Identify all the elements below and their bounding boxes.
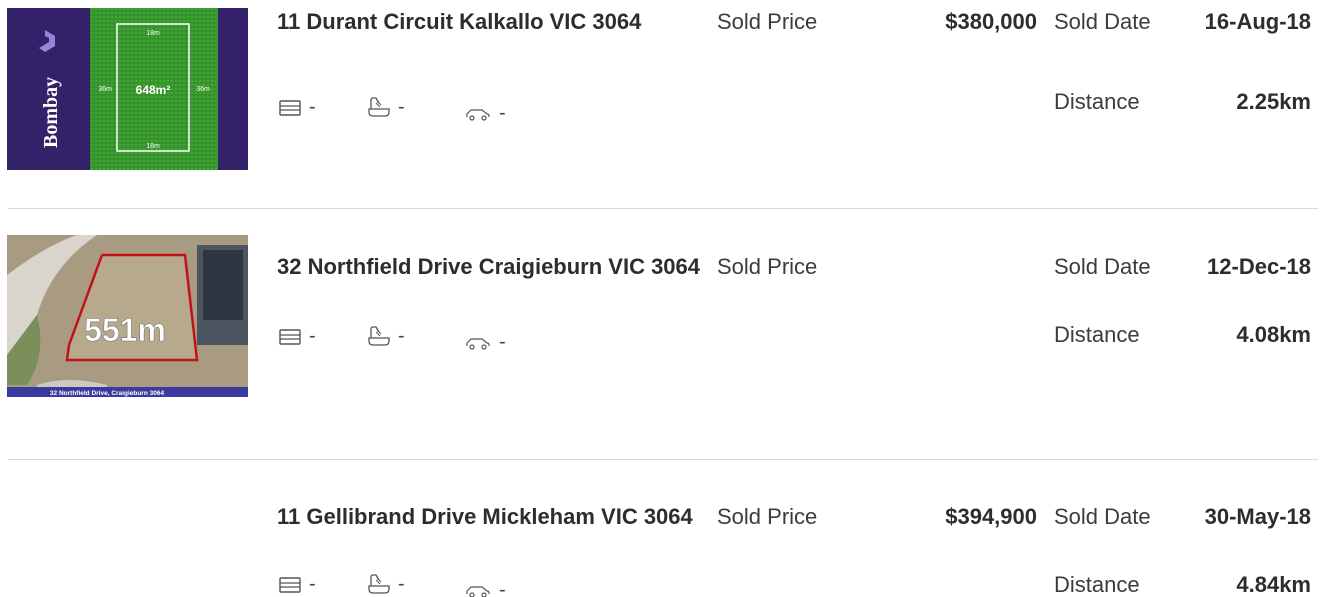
sold-date-value: 16-Aug-18 [1204, 9, 1311, 34]
property-address[interactable]: 32 Northfield Drive Craigieburn VIC 3064 [277, 254, 701, 279]
distance-label: Distance [1054, 322, 1140, 347]
listing-card[interactable] [0, 8, 1329, 200]
bed-icon [279, 576, 301, 594]
car-icon [465, 107, 491, 121]
sold-price-label: Sold Price [717, 9, 818, 34]
aerial-lot-image [7, 235, 248, 397]
property-address[interactable]: 11 Gellibrand Drive Mickleham VIC 3064 [277, 504, 693, 529]
car-icon [465, 584, 491, 597]
car-spaces-count: - [499, 579, 506, 597]
bathrooms [368, 325, 405, 348]
lot-side-bottom: 18m [146, 143, 160, 150]
sold-price-label: Sold Price [717, 504, 818, 529]
car-spaces-count: - [499, 102, 506, 124]
bathrooms [368, 96, 405, 119]
car-spaces [465, 102, 506, 125]
lot-side-top: 18m [146, 30, 160, 37]
lot-plan-image [7, 8, 248, 170]
bathrooms [368, 573, 405, 596]
bathrooms-count: - [398, 573, 405, 595]
sold-date-value: 30-May-18 [1204, 504, 1311, 529]
distance-label: Distance [1054, 89, 1140, 114]
listing-divider [8, 459, 1318, 460]
bedrooms-count: - [309, 96, 316, 118]
car-spaces [465, 331, 506, 354]
car-spaces [465, 579, 506, 597]
lot-area-label: 648m² [135, 83, 171, 97]
bed-icon [279, 99, 301, 117]
listing-card[interactable] [0, 503, 1329, 597]
bedrooms [279, 325, 316, 348]
image-caption: 32 Northfield Drive, Craigieburn 3064 [49, 390, 165, 397]
bedrooms [279, 573, 316, 596]
distance-value: 4.08km [1236, 322, 1311, 347]
bathrooms-count: - [398, 325, 405, 347]
distance-value: 2.25km [1236, 89, 1311, 114]
bed-icon [279, 328, 301, 346]
lot-area-label: 551m [84, 312, 166, 348]
distance-value: 4.84km [1236, 572, 1311, 597]
property-thumbnail[interactable] [7, 8, 248, 170]
car-icon [465, 336, 491, 350]
sold-date-label: Sold Date [1054, 254, 1151, 279]
sold-date-value: 12-Dec-18 [1207, 254, 1311, 279]
listing-card[interactable] [0, 253, 1329, 445]
sold-price-label: Sold Price [717, 254, 818, 279]
sold-date-label: Sold Date [1054, 504, 1151, 529]
distance-label: Distance [1054, 572, 1140, 597]
listing-divider [8, 208, 1318, 209]
sold-date-label: Sold Date [1054, 9, 1151, 34]
bedrooms-count: - [309, 573, 316, 595]
car-spaces-count: - [499, 331, 506, 353]
lot-side-left: 36m [98, 86, 112, 93]
property-thumbnail[interactable] [7, 235, 248, 397]
bath-icon [368, 97, 390, 119]
sold-price-value: $380,000 [945, 9, 1037, 34]
property-address[interactable]: 11 Durant Circuit Kalkallo VIC 3064 [277, 9, 642, 34]
bath-icon [368, 326, 390, 348]
bath-icon [368, 574, 390, 596]
lot-side-right: 36m [196, 86, 210, 93]
bathrooms-count: - [398, 96, 405, 118]
bedrooms [279, 96, 316, 119]
brand-wordmark: Bombay [40, 76, 62, 148]
bedrooms-count: - [309, 325, 316, 347]
sold-price-value: $394,900 [945, 504, 1037, 529]
